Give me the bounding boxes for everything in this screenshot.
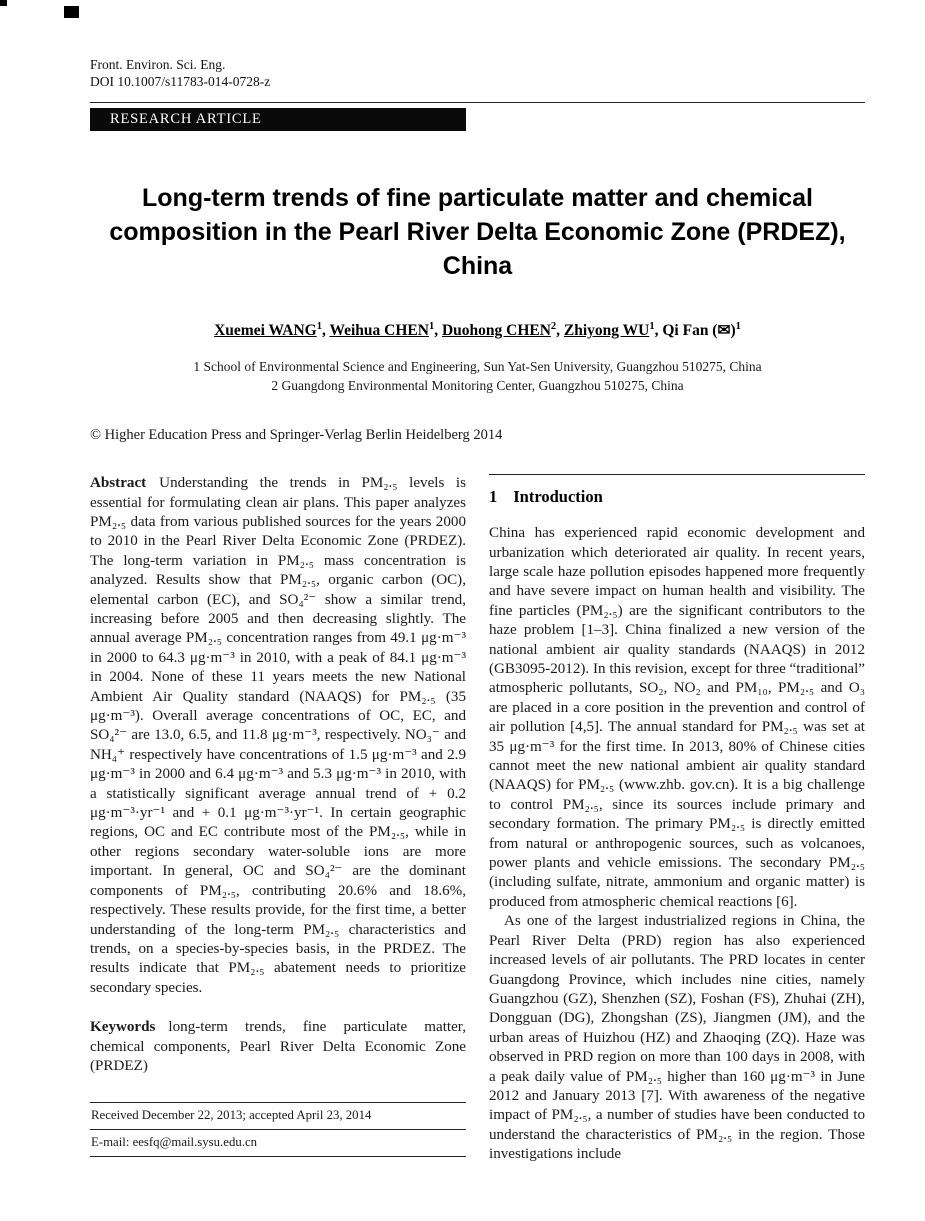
- author-affiliation-superscript: 1: [735, 321, 741, 332]
- journal-header: [90, 56, 865, 90]
- author-affiliation-superscript: 1: [316, 321, 322, 332]
- author-name[interactable]: Duohong CHEN: [441, 322, 551, 340]
- footnote-received: Received December 22, 2013; accepted April 23, 2014: [90, 1102, 466, 1129]
- authors-line: [90, 321, 865, 340]
- footnote-email: E-mail: eesfq@mail.sysu.edu.cn: [90, 1129, 466, 1156]
- author-separator: ,: [654, 322, 663, 340]
- author-affiliation-superscript: 1: [428, 321, 435, 332]
- footnote-bottom-rule: [90, 1156, 466, 1157]
- author-separator: ,: [434, 322, 442, 340]
- author-name[interactable]: Weihua CHEN: [329, 322, 429, 340]
- intro-paragraph-2: As one of the largest industrialized regions in China, the Pearl River Delta (PRD) region has also experienced increased levels of air pollutants. The PRD locates in center Guangdong Province, which includes nine cities, namely Guangzhou (GZ), Shenzhen (SZ), Foshan (FS), Zhuhai (ZH), Dongguan (DG), Zhongshan (ZS), Jiangmen (JM), and the urban areas of Huizhou (HZ) and Zhaoqing (ZQ). Haze was observed in PRD region on more than 100 days in 2008, with a peak daily value of PM₂.₅ higher than 160 μg·m⁻³ in June 2012 and January 2013 [7]. With awareness of the negative impact of PM₂.₅, a number of studies have been conducted to understand the characteristics of PM₂.₅ in the region. Those investigations include: [489, 913, 865, 1163]
- keywords-label: Keywords: [90, 1019, 156, 1036]
- two-column-body: [90, 474, 865, 1163]
- doi-line: DOI 10.1007/s11783-014-0728-z: [90, 74, 271, 89]
- footnote-block: [90, 1102, 466, 1157]
- author-affiliation-superscript: 1: [649, 321, 655, 332]
- author-name[interactable]: Xuemei WANG: [214, 322, 317, 340]
- abstract-paragraph: [90, 474, 466, 998]
- section-title: Introduction: [513, 487, 603, 507]
- left-column: [90, 474, 466, 1157]
- author-name[interactable]: Zhiyong WU: [563, 322, 650, 340]
- keywords-paragraph: [90, 1018, 466, 1076]
- abstract-text: Understanding the trends in PM₂.₅ levels is essential for formulating clean air plans. This paper analyzes PM₂.₅ data from various published sources for the years 2000 to 2010 in the Pearl River Delta Economic Zone (PRDEZ). The long-term variation in PM₂.₅ mass concentration is analyzed. Results show that PM₂.₅, organic carbon (OC), elemental carbon (EC), and SO₄²⁻ show a similar trend, increasing before 2005 and then decreasing slightly. The annual average PM₂.₅ concentration ranges from 49.1 μg·m⁻³ in 2000 to 64.3 μg·m⁻³ in 2010, with a peak of 84.1 μg·m⁻³ in 2004. None of these 11 years meets the new National Ambient Air Quality standard (NAAQS) for PM₂.₅ (35 μg·m⁻³). Overall average concentrations of OC, EC, and SO₄²⁻ are 13.0, 6.5, and 11.8 μg·m⁻³, respectively. NO₃⁻ and NH₄⁺ respectively have concentrations of 1.5 μg·m⁻³ and 2.9 μg·m⁻³ in 2000 and 6.4 μg·m⁻³ and 5.3 μg·m⁻³ in 2010, with a statistically significant average annual trend of + 0.2 μg·m⁻³·yr⁻¹ and + 0.1 μg·m⁻³·yr⁻¹. In certain geographic regions, OC and EC contribute most of the PM₂.₅, while in other regions secondary water-soluble ions are more important. In general, OC and SO₄²⁻ are the dominant components of PM₂.₅, contributing 20.6% and 18.6%, respectively. These results provide, for the first time, a better understanding of the long-term PM₂.₅ characteristics and trends, on a species-by-species basis, in the PRDEZ. The results indicate that PM₂.₅ abatement needs to prioritize secondary species.: [90, 475, 466, 996]
- affiliation-2: 2 Guangdong Environmental Monitoring Center, Guangzhou 510275, China: [271, 378, 684, 394]
- section-heading-introduction: [489, 487, 865, 507]
- journal-title: Front. Environ. Sci. Eng.: [90, 57, 226, 72]
- corresponding-author-name[interactable]: Qi Fan (✉): [662, 322, 736, 340]
- intro-paragraph-1: China has experienced rapid economic development and urbanization which deteriorated air quality. In recent years, large scale haze pollution episodes happened more frequently and have severe impact on human health and visibility. The fine particles (PM₂.₅) are the significant contributors to the haze problem [1–3]. China finalized a new version of the national ambient air quality standards (NAAQS) in 2012 (GB3095-2012). In this revision, except for three “traditional” atmospheric pollutants, SO₂, NO₂ and PM₁₀, PM₂.₅ and O₃ are placed in a core position in the prevention and control of air pollution [4,5]. The annual standard for PM₂.₅ was set at 35 μg·m⁻³ for the first time. In 2013, 80% of Chinese cities cannot meet the new national ambient air quality standard (NAAQS) for PM₂.₅ (www.zhb. gov.cn). It is a big challenge to control PM₂.₅, since its sources include primary and secondary formation. The primary PM₂.₅ is directly emitted from natural or anthropogenic sources, such as volcanoes, power plants and vehicle emissions. The secondary PM₂.₅ (including sulfate, nitrate, ammonium and organic matter) is produced from atmospheric chemical reactions [6].: [489, 525, 865, 910]
- paper-title: Long-term trends of fine particulate matter and chemical composition in the Pearl River Delta Economic Zone (PRDEZ), China: [109, 184, 846, 280]
- affiliations: [90, 357, 865, 395]
- affiliation-1: 1 School of Environmental Science and Engineering, Sun Yat-Sen University, Guangzhou 510275, China: [193, 359, 762, 375]
- author-separator: ,: [321, 322, 330, 340]
- header-rule: [90, 102, 865, 103]
- abstract-label: Abstract: [90, 475, 147, 492]
- article-type-banner: RESEARCH ARTICLE: [90, 108, 466, 131]
- keywords-text: long-term trends, fine particulate matter, chemical components, Pearl River Delta Economic Zone (PRDEZ): [90, 1019, 466, 1074]
- author-affiliation-superscript: 2: [550, 321, 557, 332]
- author-separator: ,: [556, 322, 564, 340]
- right-column: [489, 474, 865, 1163]
- copyright-line: © Higher Education Press and Springer-Verlag Berlin Heidelberg 2014: [90, 427, 503, 444]
- section-number: 1: [489, 487, 498, 507]
